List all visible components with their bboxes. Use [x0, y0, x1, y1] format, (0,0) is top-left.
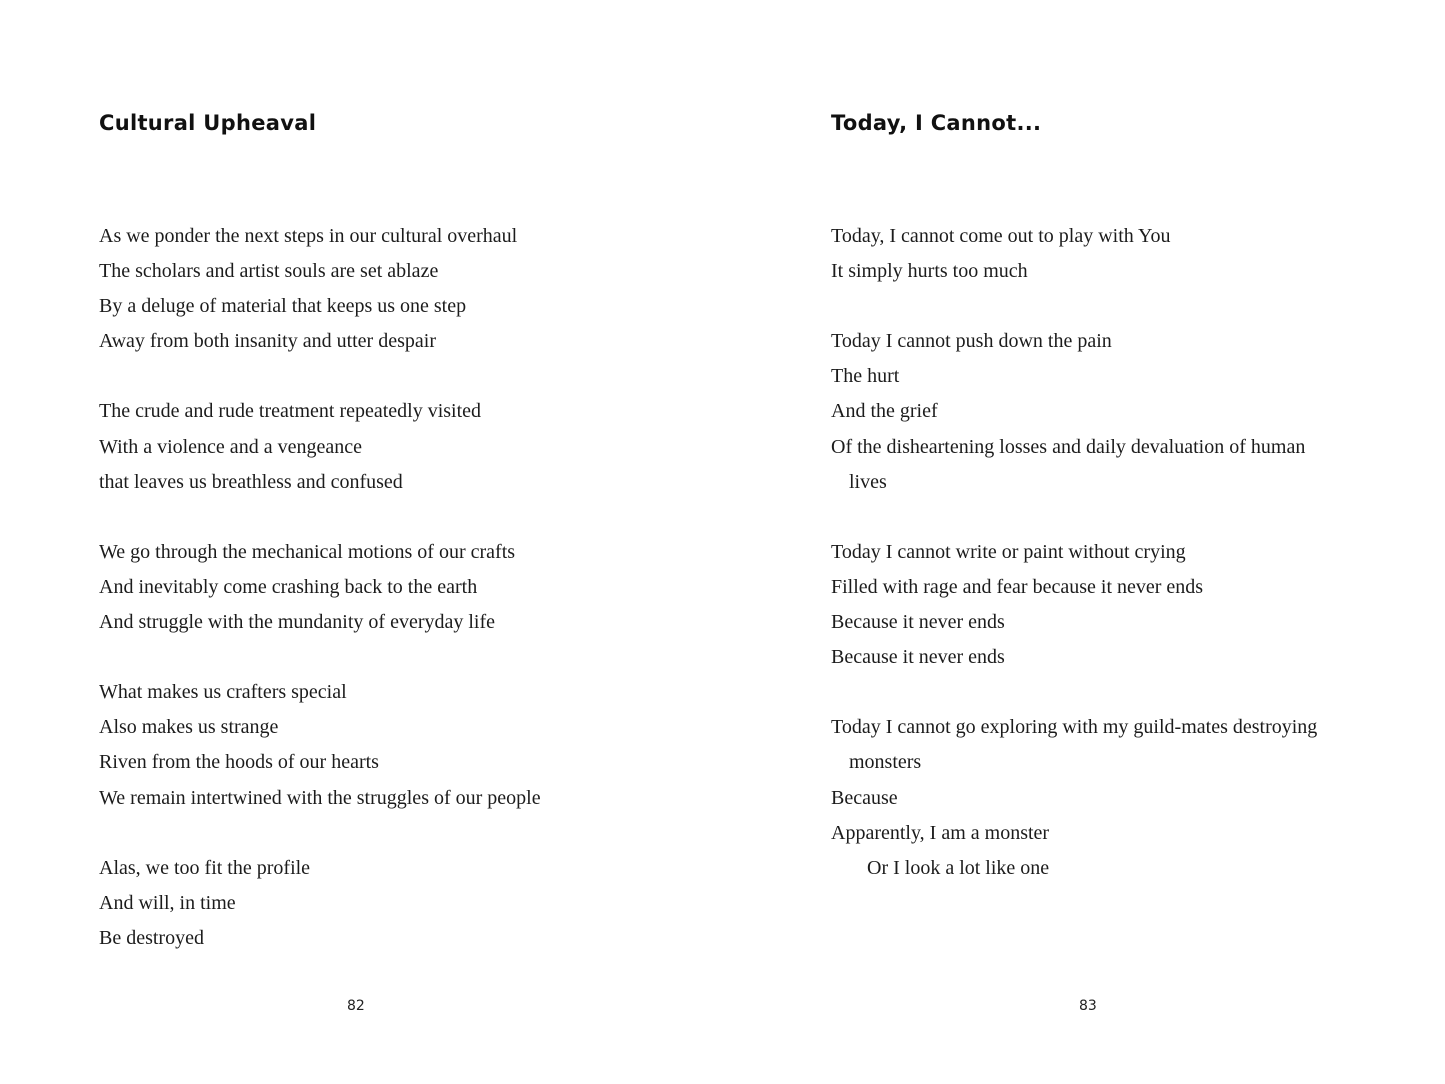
poem-line: that leaves us breathless and confused — [99, 470, 403, 493]
poem-body — [831, 219, 1317, 886]
stanza-break — [99, 816, 541, 851]
poem-line: We remain intertwined with the struggles of our people — [99, 786, 541, 809]
poem-title: Cultural Upheaval — [99, 111, 317, 135]
poem-line: The hurt — [831, 365, 900, 388]
poem-line: Filled with rage and fear because it never ends — [831, 575, 1204, 598]
poem-line: And will, in time — [99, 891, 236, 914]
poem-line: Apparently, I am a monster — [831, 821, 1050, 844]
poem-line: With a violence and a vengeance — [99, 435, 362, 458]
poem-line: The crude and rude treatment repeatedly visited — [99, 400, 482, 423]
page-number: 82 — [347, 998, 365, 1014]
poem-line: And inevitably come crashing back to the earth — [99, 575, 478, 598]
poem-line-indented: Or I look a lot like one — [867, 856, 1050, 879]
poem-line: Today I cannot write or paint without crying — [831, 540, 1186, 563]
poem-line: Alas, we too fit the profile — [99, 856, 311, 879]
poem-line: Today I cannot push down the pain — [831, 330, 1112, 353]
stanza-break — [99, 640, 541, 675]
poem-line: As we ponder the next steps in our cultural overhaul — [99, 225, 518, 247]
poem-line: Because it never ends — [831, 611, 1005, 634]
poem-line: And the grief — [831, 400, 938, 423]
poem-line: Today I cannot go exploring with my guild-mates destroying — [831, 716, 1318, 739]
poem-line: We go through the mechanical motions of our crafts — [99, 540, 516, 563]
poem-line: Of the disheartening losses and daily devaluation of human — [831, 435, 1306, 458]
poem-line: Because — [831, 786, 898, 809]
poem-line: Also makes us strange — [99, 716, 279, 739]
poem-line-continuation: monsters — [849, 751, 922, 774]
poem-line: The scholars and artist souls are set ablaze — [99, 260, 439, 283]
poem-title: Today, I Cannot... — [831, 111, 1042, 135]
poem-line: By a deluge of material that keeps us one step — [99, 295, 467, 318]
stanza-break — [831, 675, 1317, 710]
stanza-break — [831, 500, 1317, 535]
poem-line: Riven from the hoods of our hearts — [99, 751, 379, 774]
right-page — [722, 0, 1445, 1084]
stanza-break — [831, 289, 1317, 324]
poem-line: What makes us crafters special — [99, 681, 347, 704]
poem-body — [99, 219, 541, 956]
poem-line: Away from both insanity and utter despair — [99, 330, 436, 353]
stanza-break — [99, 500, 541, 535]
poem-line: Be destroyed — [99, 926, 204, 949]
poem-line: Today, I cannot come out to play with You — [831, 225, 1171, 247]
poem-line: It simply hurts too much — [831, 260, 1028, 283]
stanza-break — [99, 359, 541, 394]
page-number: 83 — [1079, 998, 1097, 1014]
poem-line: Because it never ends — [831, 646, 1005, 669]
poem-line: And struggle with the mundanity of everyday life — [99, 611, 496, 634]
left-page — [0, 0, 722, 1084]
poem-line-continuation: lives — [849, 470, 887, 493]
